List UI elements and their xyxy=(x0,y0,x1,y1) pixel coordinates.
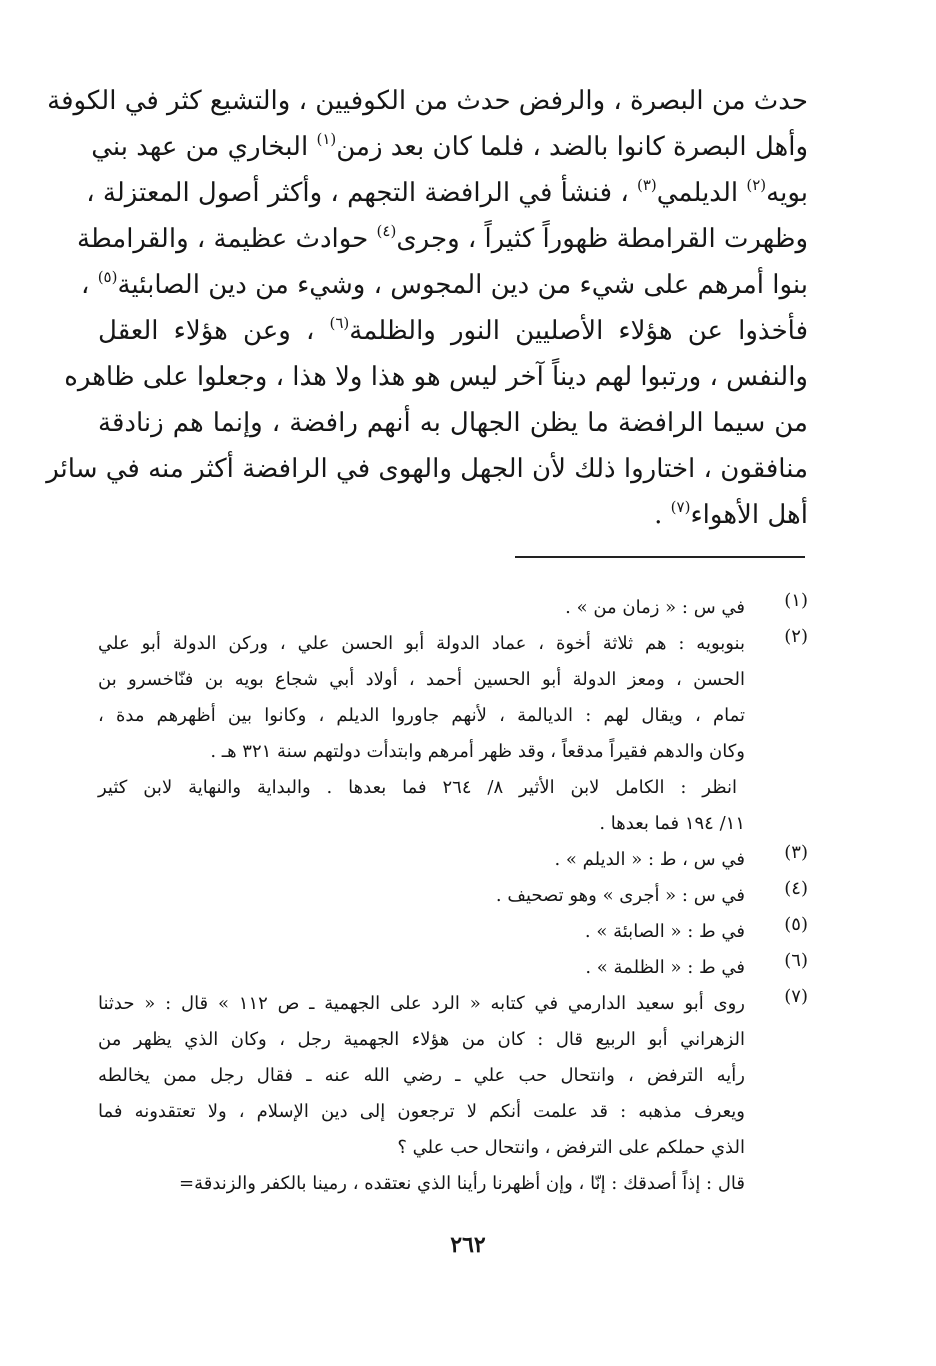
footnote-3 xyxy=(98,842,808,878)
page-number: ٢٦٢ xyxy=(450,1232,486,1258)
footnote-line: تمام ، ويقال لهم : الديالمة ، لأنهم جاوروا الديلم ، وكانوا بين أظهرهم مدة ، xyxy=(98,705,745,726)
footnote-line: في س ، ط : « الديلم » . xyxy=(554,849,745,870)
footnote-marker: (٧) xyxy=(670,498,691,516)
main-text-line: حدث من البصرة ، والرفض حدث من الكوفيين ، والتشيع كثر في الكوفة xyxy=(47,86,808,116)
footnote-line: وكان والدهم فقيراً مدقعاً ، وقد ظهر أمرهم وابتدأت دولتهم سنة ٣٢١ هـ . xyxy=(210,741,745,762)
footnote-line: رأيه الترفض ، وانتحال حب علي ـ رضي الله عنه ـ فقال رجل ممن يخالطه xyxy=(98,1065,745,1086)
footnote-7 xyxy=(98,986,808,1202)
footnote-number: (٢) xyxy=(784,626,808,647)
footnote-line: الحسن ، ومعز الدولة أبو الحسين أحمد ، أولاد أبي شجاع بويه بن فنّاخسرو بن xyxy=(98,669,745,690)
main-text-block xyxy=(46,78,809,538)
footnote-line: قال : إذاً أصدقك : إنّا ، وإن أظهرنا رأينا الذي نعتقده ، رمينا بالكفر والزندقة= xyxy=(178,1173,745,1194)
footnote-line: في ط : « الظلمة » . xyxy=(585,957,745,978)
footnote-separator xyxy=(515,556,805,558)
footnote-number: (٧) xyxy=(784,986,808,1007)
footnote-number: (٥) xyxy=(784,914,808,935)
footnote-marker: (١) xyxy=(316,130,337,148)
footnote-number: (٣) xyxy=(784,842,808,863)
footnote-4 xyxy=(98,878,808,914)
footnote-marker: (٢) xyxy=(746,176,767,194)
footnote-line: في ط : « الصابئة » . xyxy=(584,921,745,942)
main-text-line: أهل الأهواء$^{(٧)}$ . xyxy=(654,498,808,530)
footnote-line: روى أبو سعيد الدارمي في كتابه « الرد على الجهمية ـ ص ١١٢ » قال : « حدثنا xyxy=(98,993,746,1014)
footnote-6 xyxy=(98,950,808,986)
footnote-line: ويعرف مذهبه : قد علمت أنكم لا ترجعون إلى دين الإسلام ، ولا تعتقدونه فما xyxy=(98,1101,745,1122)
footnotes-block xyxy=(98,590,808,1202)
footnote-marker: (٤) xyxy=(376,222,397,240)
footnote-marker: (٦) xyxy=(329,314,350,332)
main-text-line: من سيما الرافضة ما يظن الجهال به أنهم رافضة ، وإنما هم زنادقة xyxy=(98,408,808,438)
footnote-line: بنوبويه : هم ثلاثة أخوة ، عماد الدولة أبو الحسن علي ، وركن الدولة أبو علي xyxy=(98,633,745,654)
footnote-2 xyxy=(98,626,808,842)
footnote-line: في س : « أجرى » وهو تصحيف . xyxy=(495,885,745,906)
footnote-line: الزهراني أبو الربيع قال : كان من هؤلاء الجهمية رجل ، وكان الذي يظهر من xyxy=(98,1029,745,1050)
main-text-line: فأخذوا عن هؤلاء الأصليين النور والظلمة$^{(٦)}$ ، وعن هؤلاء العقل xyxy=(98,314,809,346)
main-text-line: وظهرت القرامطة ظهوراً كثيراً ، وجرى$^{(٤)}$ حوادث عظيمة ، والقرامطة xyxy=(77,222,808,254)
footnote-line: في س : « زمان من » . xyxy=(565,597,745,618)
footnote-1 xyxy=(98,590,808,626)
footnote-line: الذي حملكم على الترفض ، وانتحال حب علي ؟ xyxy=(397,1137,745,1158)
main-text-line: والنفس ، ورتبوا لهم ديناً آخر ليس هو هذا ولا هذا ، وجعلوا على ظاهره xyxy=(64,362,808,392)
footnote-number: (١) xyxy=(784,590,808,611)
footnote-marker: (٥) xyxy=(97,268,118,286)
footnote-5 xyxy=(98,914,808,950)
footnote-number: (٤) xyxy=(784,878,808,899)
footnote-line: انظر : الكامل لابن الأثير ٨/ ٢٦٤ فما بعدها . والبداية والنهاية لابن كثير xyxy=(98,777,737,798)
footnote-line: ١١/ ١٩٤ فما بعدها . xyxy=(599,813,745,834)
main-text-line: منافقون ، اختاروا ذلك لأن الجهل والهوى في الرافضة أكثر منه في سائر xyxy=(46,454,808,484)
main-text-line: وأهل البصرة كانوا بالضد ، فلما كان بعد زمن$^{(١)}$ البخاري من عهد بني xyxy=(91,130,808,162)
main-text-line: بويه$^{(٢)}$ الديلمي$^{(٣)}$ ، فنشأ في الرافضة التجهم ، وأكثر أصول المعتزلة ، xyxy=(86,176,808,208)
main-text-line: بنوا أمرهم على شيء من دين المجوس ، وشيء من دين الصابئية$^{(٥)}$ ، xyxy=(81,268,808,300)
footnote-number: (٦) xyxy=(784,950,808,971)
footnote-marker: (٣) xyxy=(636,176,657,194)
